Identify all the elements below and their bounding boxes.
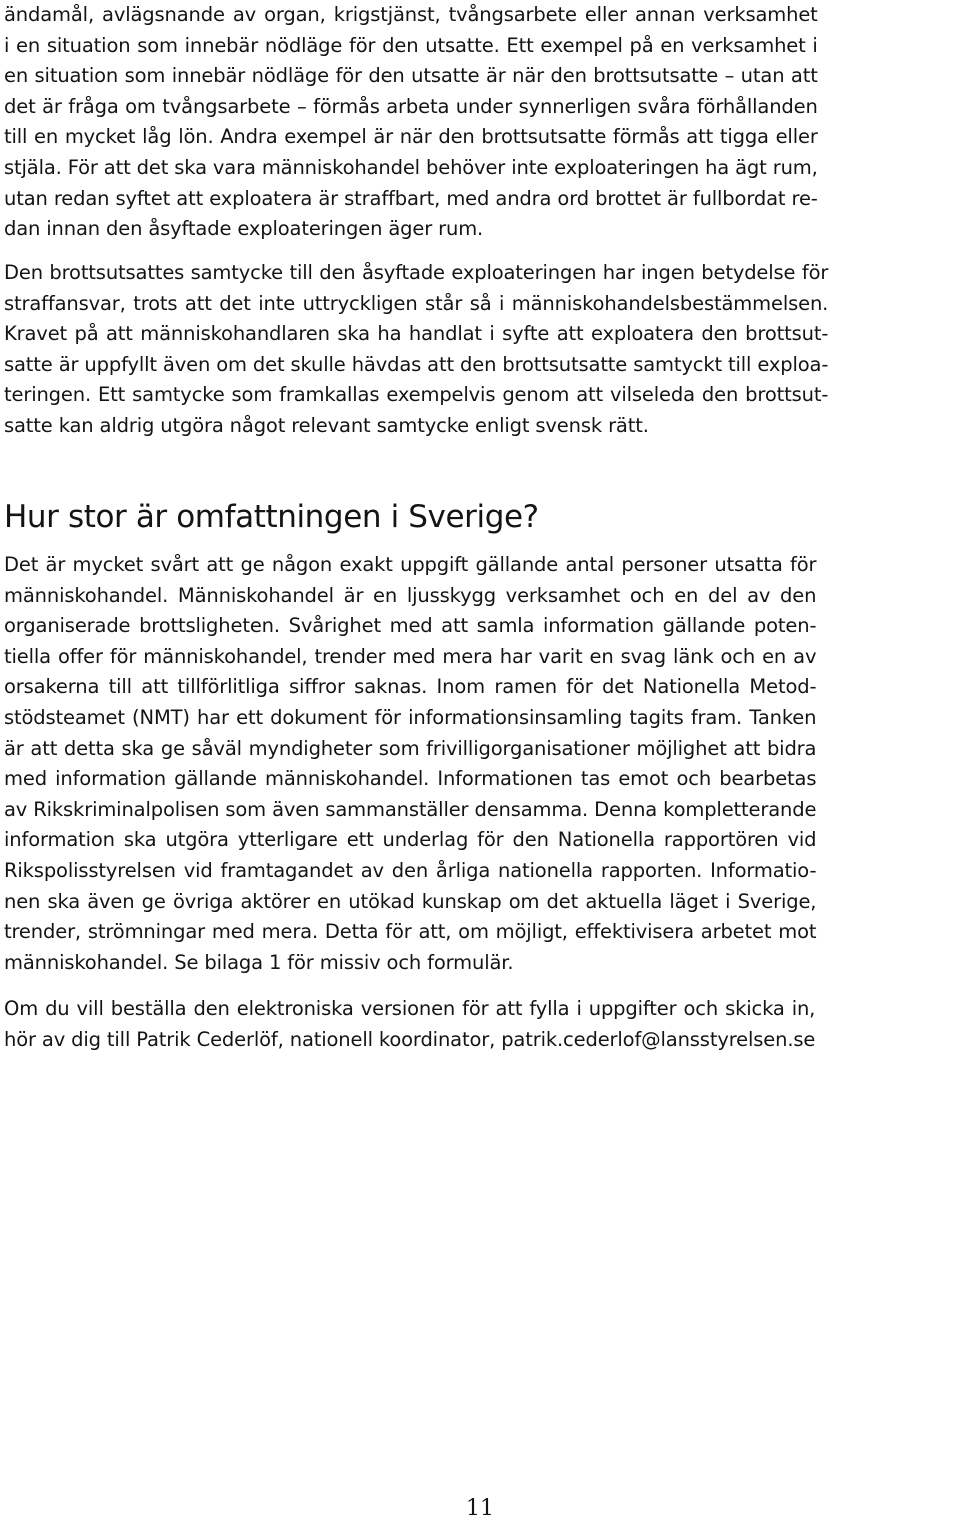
text-line: utan redan syftet att exploatera är straffbart, med andra ord brottet är fullbordat re- bbox=[4, 186, 818, 210]
text-line: tiella offer för människohandel, trender med mera har varit en svag länk och en av bbox=[4, 644, 817, 668]
text-line: satte är uppfyllt även om det skulle hävdas att den brottsutsatte samtyckt till exploa- bbox=[4, 352, 829, 376]
text-line: en situation som innebär nödläge för den utsatte är när den brottsutsatte – utan att bbox=[4, 64, 818, 88]
text-line: stjäla. För att det ska vara människohandel behöver inte exploateringen ha ägt rum, bbox=[4, 155, 818, 179]
text-line: av Rikskriminalpolisen som även sammanställer densamma. Denna kompletterande bbox=[4, 797, 817, 821]
text-line: i en situation som innebär nödläge för den utsatte. Ett exempel på en verksamhet i bbox=[4, 33, 818, 57]
paragraph-consent bbox=[4, 258, 828, 442]
text-line-contact-email: hör av dig till Patrik Cederlöf, nationell koordinator, patrik.cederlof@lansstyrelsen.se bbox=[4, 1027, 816, 1051]
text-line: information ska utgöra ytterligare ett underlag för den Nationella rapportören vid bbox=[4, 828, 817, 852]
text-line: Kravet på att människohandlaren ska ha handlat i syfte att exploatera den brottsut- bbox=[4, 322, 829, 346]
text-line: med information gällande människohandel. Informationen tas emot och bearbetas bbox=[4, 767, 817, 791]
section-heading: Hur stor är omfattningen i Sverige? bbox=[4, 499, 539, 535]
text-line: ändamål, avlägsnande av organ, krigstjänst, tvångsarbete eller annan verksamhet bbox=[4, 3, 818, 26]
text-line: orsakerna till att tillförlitliga siffror saknas. Inom ramen för det Nationella Metod- bbox=[4, 675, 817, 699]
text-line: straffansvar, trots att det inte uttryckligen står så i människohandelsbestämmelsen. bbox=[4, 291, 829, 315]
text-line: Rikspolisstyrelsen vid framtagandet av den årliga nationella rapporten. Informatio- bbox=[4, 858, 817, 882]
text-line: stödsteamet (NMT) har ett dokument för informationsinsamling tagits fram. Tanken bbox=[4, 705, 817, 729]
text-line: är att detta ska ge såväl myndigheter som frivilligorganisationer möjlighet att bidra bbox=[4, 736, 817, 760]
text-line: det är fråga om tvångsarbete – förmås arbeta under synnerligen svåra förhållanden bbox=[4, 94, 818, 118]
text-line: Om du vill beställa den elektroniska versionen för att fylla i uppgifter och skicka in, bbox=[4, 997, 816, 1020]
paragraph-intro-definition bbox=[4, 0, 818, 245]
text-line: dan innan den åsyftade exploateringen äger rum. bbox=[4, 217, 484, 241]
text-line: teringen. Ett samtycke som framkallas exempelvis genom att vilseleda den brottsut- bbox=[4, 383, 829, 407]
text-line: Den brottsutsattes samtycke till den åsyftade exploateringen har ingen betydelse för bbox=[4, 261, 829, 284]
text-line: satte kan aldrig utgöra något relevant samtycke enligt svensk rätt. bbox=[4, 413, 649, 437]
text-line: till en mycket låg lön. Andra exempel är när den brottsutsatte förmås att tigga eller bbox=[4, 125, 818, 149]
paragraph-contact bbox=[4, 994, 815, 1055]
paragraph-extent bbox=[4, 550, 816, 978]
page-number: 11 bbox=[466, 1496, 494, 1521]
text-line: människohandel. Människohandel är en ljusskygg verksamhet och en del av den bbox=[4, 583, 817, 607]
text-line: trender, strömningar med mera. Detta för att, om möjligt, effektivisera arbetet mot bbox=[4, 920, 817, 944]
text-line: människohandel. Se bilaga 1 för missiv och formulär. bbox=[4, 950, 514, 974]
text-line: organiserade brottsligheten. Svårighet med att samla information gällande poten- bbox=[4, 614, 817, 638]
text-line: nen ska även ge övriga aktörer en utökad kunskap om det aktuella läget i Sverige, bbox=[4, 889, 817, 913]
text-line: Det är mycket svårt att ge någon exakt uppgift gällande antal personer utsatta för bbox=[4, 553, 817, 576]
